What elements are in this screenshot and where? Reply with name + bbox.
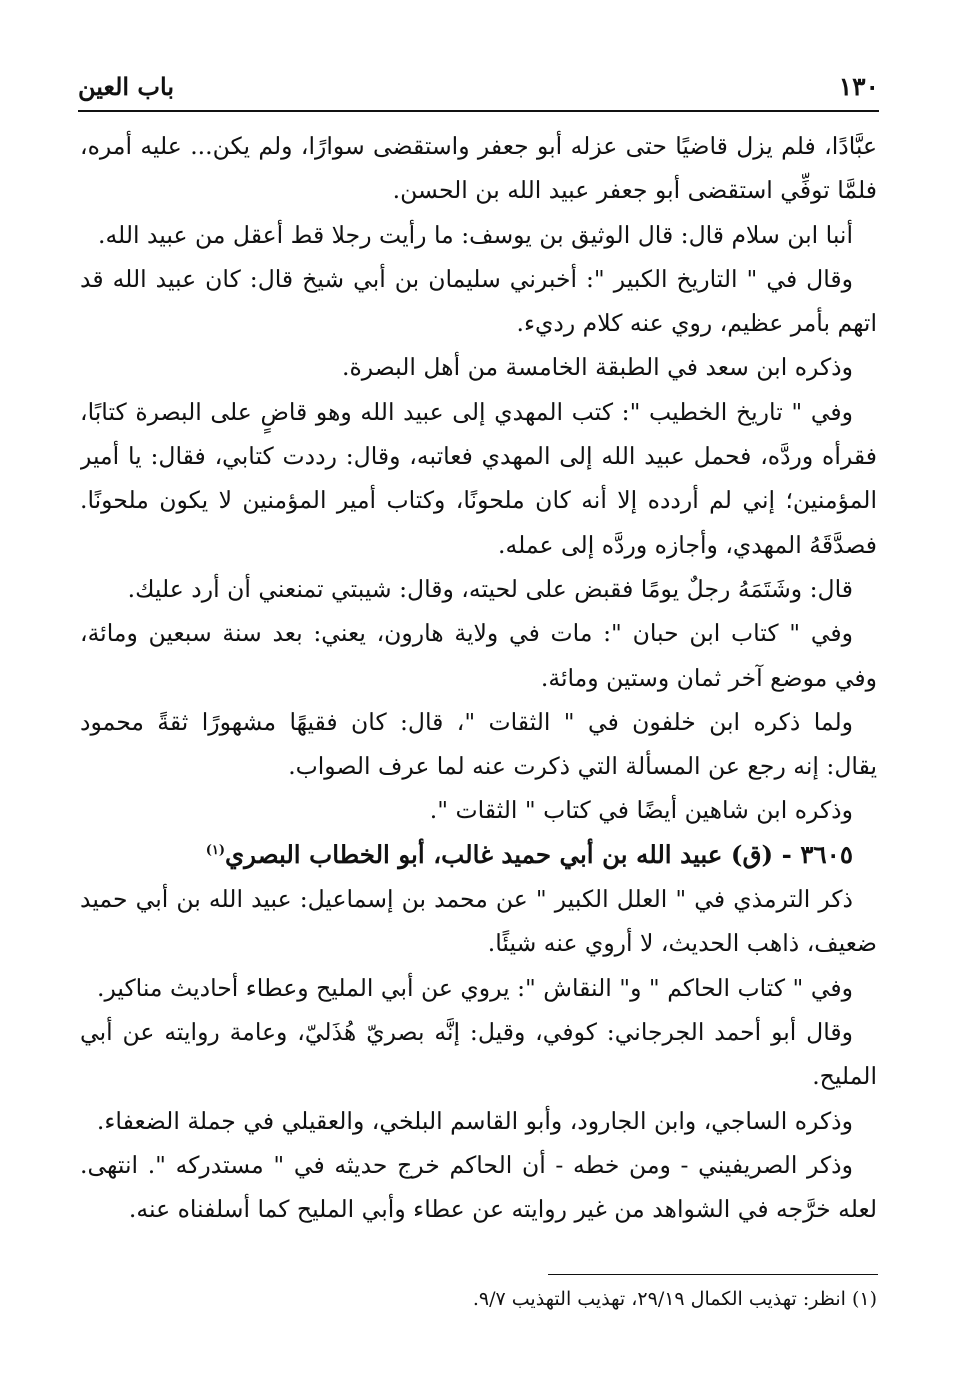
text-line: وذكره ابن شاهين أيضًا في كتاب " الثقات ". <box>429 796 853 825</box>
text-line: وفي موضع آخر ثمان وستين ومائة. <box>540 663 877 692</box>
text-line: وقال أبو أحمد الجرجاني: كوفي، وقيل: إنَّه بصريّ هُذَليّ، وعامة روايته عن أبي <box>80 1017 853 1046</box>
text-line: أنبا ابن سلام قال: قال الوثيق بن يوسف: ما رأيت رجلا قط أعقل من عبيد الله. <box>97 220 853 249</box>
text-line: وذكره الساجي، وابن الجارود، وأبو القاسم البلخي، والعقيلي في جملة الضعفاء. <box>96 1106 853 1135</box>
text-line: وفي " كتاب الحاكم " و" النقاش ": يروي عن أبي المليح وعطاء أحاديث مناكير. <box>96 973 853 1002</box>
text-line: اتهم بأمر عظيم، روي عنه كلام رديء. <box>516 309 877 338</box>
text-line: ولما ذكره ابن خلفون في " الثقات "، قال: كان فقيهًا مشهورًا ثقةً محمود <box>80 707 853 736</box>
text-line: المؤمنين؛ إني لم أردده إلا أنه كان ملحونًا، وكتاب أمير المؤمنين لا يكون ملحونًا. <box>80 486 877 515</box>
text-line: ذكر الترمذي في " العلل الكبير " عن محمد بن إسماعيل: عبيد الله بن أبي حميد <box>80 885 853 914</box>
text-line: فلمَّا توفِّي استقضى أبو جعفر عبيد الله بن الحسن. <box>392 176 877 205</box>
page-header <box>78 70 879 112</box>
footnote-divider <box>548 1274 878 1275</box>
text-line: وفي " تاريخ الخطيب ": كتب المهدي إلى عبيد الله وهو قاضٍ على البصرة كتابًا، <box>80 397 853 426</box>
text-line: عبَّادًا، فلم يزل قاضيًا حتى عزله أبو جعفر واستقضى سوارًا، ولم يكن... عليه أمره، <box>80 132 877 160</box>
text-line: فصدَّقَهُ المهدي، وأجازه وردَّه إلى عمله. <box>498 530 877 559</box>
body-text <box>80 124 877 1231</box>
text-line: لعله خرَّجه في الشواهد من غير روايته عن عطاء وأبي المليح كما أسلفناه عنه. <box>128 1195 877 1224</box>
footnote-marker: (١) <box>205 842 225 858</box>
text-line: قال: وشَتَمَهُ رجلٌ يومًا فقبض على لحيته، وقال: شيبتي تمنعني أن أرد عليك. <box>127 574 853 603</box>
footnote: (١) انظر: تهذيب الكمال ٢٩/١٩، تهذيب التهذيب ٩/٧. <box>472 1288 877 1310</box>
chapter-title: باب العين <box>78 72 175 101</box>
entry-heading <box>80 833 877 877</box>
text-line: وذكر الصريفيني - ومن خطه - أن الحاكم خرج حديثه في " مستدركه ". انتهى. <box>80 1150 853 1179</box>
text-line: يقال: إنه رجع عن المسألة التي ذكرت عنه لما عرف الصواب. <box>288 752 877 781</box>
text-line: فقرأه وردَّه، فحمل عبيد الله إلى المهدي فعاتبه، وقال: رددت كتابي، فقال: يا أمير <box>80 442 877 471</box>
text-line: وذكره ابن سعد في الطبقة الخامسة من أهل البصرة. <box>342 353 853 382</box>
text-line: ضعيف، ذاهب الحديث، لا أروي عنه شيئًا. <box>487 929 877 958</box>
entry-heading-text: ٣٦٠٥ - (ق) عبيد الله بن أبي حميد غالب، أبو الخطاب البصري <box>225 839 853 869</box>
text-line: وفي " كتاب ابن حبان ": مات في ولاية هارون، يعني: بعد سنة سبعين ومائة، <box>80 619 853 648</box>
text-line: المليح. <box>812 1062 877 1091</box>
text-line: وقال في " التاريخ الكبير ": أخبرني سليمان بن أبي شيخ قال: كان عبيد الله قد <box>80 264 853 293</box>
page-number: ١٣٠ <box>838 72 879 101</box>
